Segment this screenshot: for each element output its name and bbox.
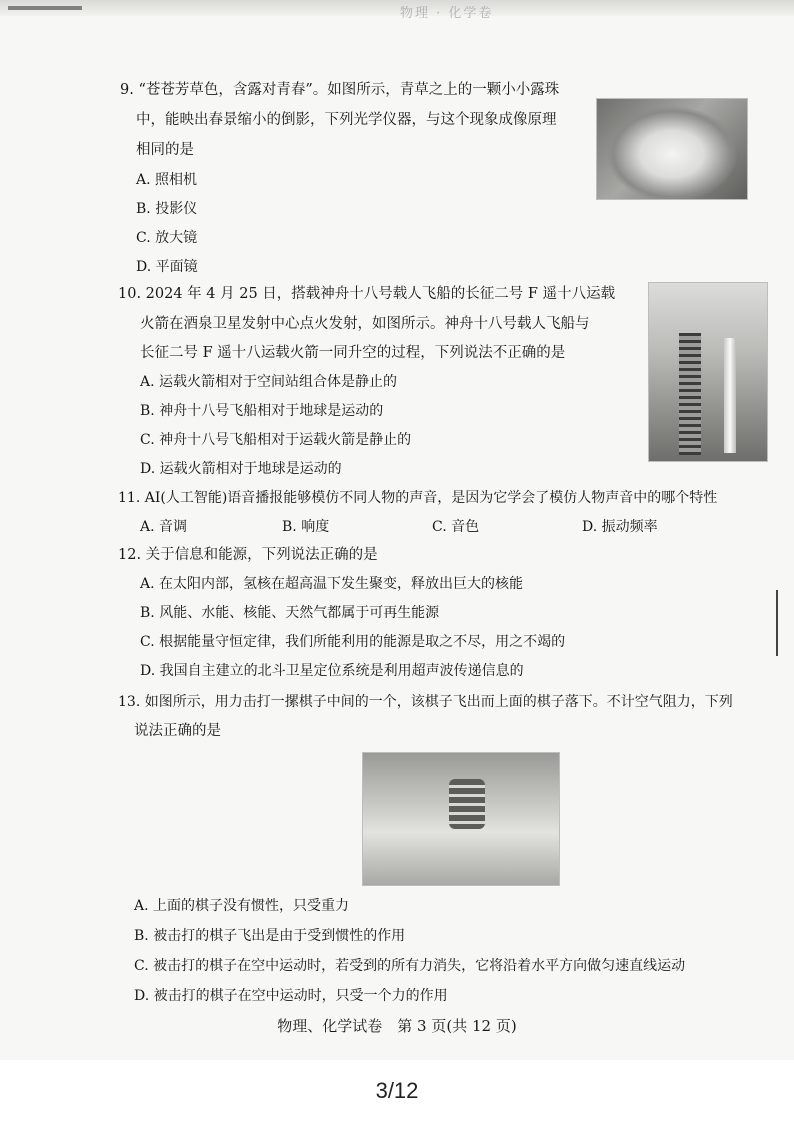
q11-option-b: B. 响度 — [282, 519, 330, 535]
q11-line-1: 11. AI(人工智能)语音播报能够模仿不同人物的声音，是因为它学会了模仿人物声音中的哪个特性 — [118, 490, 718, 506]
page-footer: 物理、化学试卷 第 3 页(共 12 页) — [277, 1017, 517, 1035]
scan-mark — [8, 6, 82, 10]
q11-option-a: A. 音调 — [140, 519, 188, 535]
page-indicator: 3/12 — [375, 1078, 419, 1103]
dewdrop-photo — [596, 98, 748, 200]
q13-option-b: B. 被击打的棋子飞出是由于受到惯性的作用 — [134, 928, 406, 944]
q13-line-2: 说法正确的是 — [134, 723, 221, 739]
q12-option-b: B. 风能、水能、核能、天然气都属于可再生能源 — [140, 605, 440, 621]
q10-option-a: A. 运载火箭相对于空间站组合体是静止的 — [140, 374, 398, 390]
q10-option-c: C. 神舟十八号飞船相对于运载火箭是静止的 — [140, 432, 412, 448]
q9-line-1: 9. “苍苍芳草色，含露对青春”。如图所示，青草之上的一颗小小露珠 — [120, 82, 560, 98]
q12-line-1: 12. 关于信息和能源，下列说法正确的是 — [118, 547, 378, 563]
q12-option-a: A. 在太阳内部，氢核在超高温下发生聚变，释放出巨大的核能 — [140, 576, 524, 592]
q9-line-3: 相同的是 — [136, 142, 194, 158]
q12-option-c: C. 根据能量守恒定律，我们所能利用的能源是取之不尽，用之不竭的 — [140, 634, 566, 650]
q9-option-c: C. 放大镜 — [136, 230, 198, 246]
q9-option-a: A. 照相机 — [136, 172, 198, 188]
q11-option-d: D. 振动频率 — [582, 519, 658, 535]
top-edge — [0, 0, 794, 16]
q10-line-1: 10. 2024 年 4 月 25 日，搭载神舟十八号载人飞船的长征二号 F 遥十八运载 — [118, 286, 616, 302]
q9-option-d: D. 平面镜 — [136, 259, 198, 275]
q13-option-c: C. 被击打的棋子在空中运动时，若受到的所有力消失，它将沿着水平方向做匀速直线运动 — [134, 958, 686, 974]
launch-tower — [679, 333, 701, 455]
header-text: 物理 · 化学卷 — [400, 6, 494, 21]
q10-option-d: D. 运载火箭相对于地球是运动的 — [140, 461, 342, 477]
q13-option-a: A. 上面的棋子没有惯性，只受重力 — [134, 898, 350, 914]
q10-option-b: B. 神舟十八号飞船相对于地球是运动的 — [140, 403, 384, 419]
q10-line-2: 火箭在酒泉卫星发射中心点火发射，如图所示。神舟十八号载人飞船与 — [140, 316, 590, 332]
q11-option-c: C. 音色 — [432, 519, 480, 535]
q9-line-2: 中，能映出春景缩小的倒影，下列光学仪器，与这个现象成像原理 — [136, 112, 557, 128]
chess-stack-photo — [362, 752, 560, 886]
q9-option-b: B. 投影仪 — [136, 201, 198, 217]
chess-piece-stack — [449, 779, 485, 829]
q12-option-d: D. 我国自主建立的北斗卫星定位系统是利用超声波传递信息的 — [140, 663, 524, 679]
q10-line-3: 长征二号 F 遥十八运载火箭一同升空的过程，下列说法不正确的是 — [140, 345, 566, 361]
q13-line-1: 13. 如图所示，用力击打一摞棋子中间的一个，该棋子飞出而上面的棋子落下。不计空气阻力，下列 — [118, 694, 733, 710]
q13-option-d: D. 被击打的棋子在空中运动时，只受一个力的作用 — [134, 988, 448, 1004]
rocket-launch-photo — [648, 282, 768, 462]
rocket — [724, 338, 736, 453]
margin-line — [776, 590, 778, 656]
